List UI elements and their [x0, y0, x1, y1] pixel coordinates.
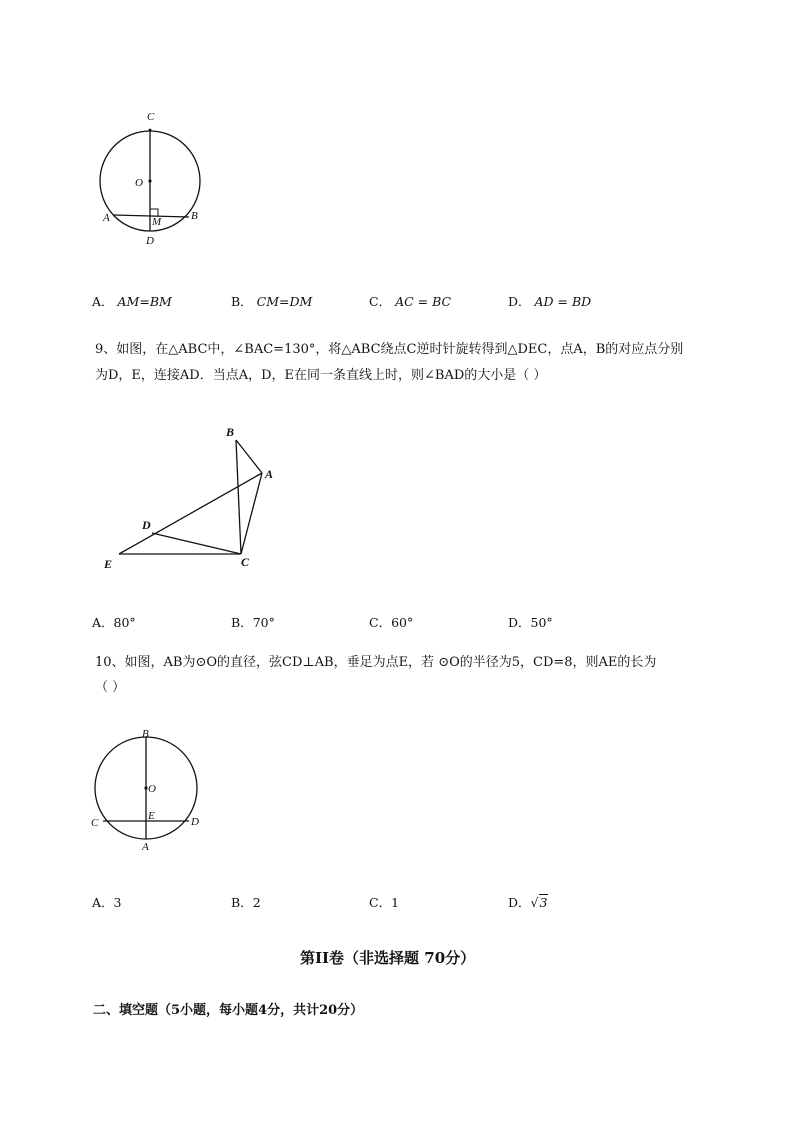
q8-label-m: M	[152, 216, 162, 228]
q9-option-b-text: 70°	[252, 615, 275, 630]
q10-option-b-text: 2	[252, 895, 261, 910]
q8-circle-figure	[90, 105, 250, 255]
q10-circle-figure	[85, 726, 235, 856]
q8-option-d-letter: D．	[508, 294, 531, 309]
q8-option-b[interactable]	[231, 292, 312, 310]
q9-option-a-letter: A．	[92, 615, 114, 630]
q8-option-b-letter: B．	[231, 294, 253, 309]
q10-option-a-text: 3	[113, 895, 122, 910]
q8-option-d[interactable]	[508, 292, 591, 310]
q10-option-c-text: 1	[391, 895, 400, 910]
q10-label-b: B	[142, 728, 149, 740]
q9-segment-bc	[236, 440, 241, 554]
sqrt-symbol: √3	[530, 895, 548, 910]
q10-label-c: C	[91, 817, 99, 829]
q10-label-a: A	[142, 841, 149, 853]
q10-option-d-letter: D．	[508, 895, 531, 910]
q10-option-a-letter: A．	[92, 895, 114, 910]
q8-option-d-text: AD = BD	[534, 294, 592, 309]
q8-option-b-text: CM=DM	[256, 294, 313, 309]
q9-option-c-text: 60°	[391, 615, 414, 630]
q8-label-c: C	[147, 111, 155, 123]
q10-stem-line1: 10、如图，AB为⊙O的直径，弦CD⊥AB，垂足为点E，若 ⊙O的半径为5，CD=8，则AE的长为	[95, 655, 657, 670]
q9-triangle-figure	[95, 420, 295, 580]
q9-option-a[interactable]	[92, 613, 136, 631]
q10-option-c[interactable]	[369, 893, 399, 911]
q8-option-c-text: AC = BC	[395, 294, 452, 309]
q8-option-a[interactable]	[92, 292, 172, 310]
q9-option-d[interactable]	[508, 613, 553, 631]
q10-label-d: D	[191, 816, 199, 828]
q9-label-a: A	[265, 467, 274, 481]
q8-point-c	[149, 129, 152, 132]
q9-segment-ba	[236, 440, 262, 473]
q8-option-a-text: AM=BM	[117, 294, 172, 309]
q10-option-a[interactable]	[92, 893, 121, 911]
q9-option-b-letter: B．	[231, 615, 253, 630]
q8-option-a-letter: A．	[92, 294, 114, 309]
q10-option-c-letter: C．	[369, 895, 392, 910]
q8-label-a: A	[103, 212, 110, 224]
q9-stem-line1: 9、如图，在△ABC中，∠BAC=130°，将△ABC绕点C逆时针旋转得到△DEC，点A，B的对应点分别	[95, 342, 684, 357]
q9-segment-dc	[152, 533, 241, 554]
q8-option-c[interactable]	[369, 292, 451, 310]
q8-label-o: O	[135, 177, 143, 189]
q9-label-d: D	[142, 518, 151, 532]
q9-option-a-text: 80°	[113, 615, 136, 630]
q8-label-b: B	[191, 210, 198, 222]
q9-option-b[interactable]	[231, 613, 275, 631]
q10-option-d-text: 3	[539, 895, 548, 910]
q9-option-d-letter: D．	[508, 615, 531, 630]
q9-stem-line2: 为D，E，连接AD．当点A，D，E在同一条直线上时，则∠BAD的大小是（ ）	[95, 368, 547, 383]
q9-option-d-text: 50°	[530, 615, 553, 630]
q8-right-angle-mark	[150, 209, 158, 216]
q10-option-b[interactable]	[231, 893, 261, 911]
q10-stem-line2: （ ）	[95, 680, 126, 695]
q9-label-c: C	[241, 555, 250, 569]
q8-label-d: D	[146, 235, 154, 247]
q9-segment-ac	[241, 473, 262, 554]
q10-option-d[interactable]	[508, 893, 548, 911]
q10-label-e: E	[148, 810, 155, 822]
q10-label-o: O	[148, 783, 156, 795]
q9-label-b: B	[226, 425, 235, 439]
q9-label-e: E	[104, 557, 113, 571]
q8-point-o	[148, 179, 151, 182]
q10-option-b-letter: B．	[231, 895, 253, 910]
q9-option-c-letter: C．	[369, 615, 392, 630]
q8-option-c-letter: C．	[369, 294, 392, 309]
section2-title: 第II卷（非选择题 70分）	[300, 949, 476, 967]
part2-heading: 二、填空题（5小题，每小题4分，共计20分）	[93, 1003, 364, 1018]
q9-option-c[interactable]	[369, 613, 413, 631]
